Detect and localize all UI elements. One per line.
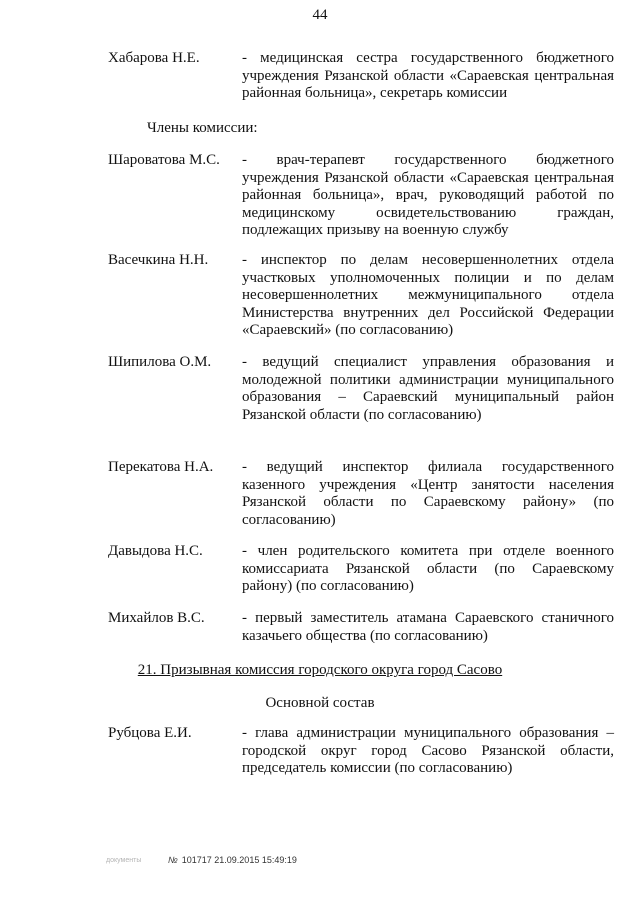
registration-stamp: 101717 21.09.2015 15:49:19: [181, 855, 297, 865]
page-number: 44: [312, 7, 328, 23]
member-description: - медицинская сестра государственного бюджетного учреждения Рязанской области «Сараевская центральная районная больница», секретарь комиссии: [242, 50, 614, 101]
member-description: - врач-терапевт государственного бюджетного учреждения Рязанской области «Сараевская центральная районная больница», врач, руководящий работой по медицинскому освидетельствованию граждан, подлежащих призыву на военную службу: [242, 152, 614, 238]
member-description: - первый заместитель атамана Сараевского станичного казачьего общества (по согласованию): [242, 610, 614, 644]
footer-faint-text: документы: [106, 856, 142, 864]
composition-subheading: Основной состав: [265, 695, 375, 711]
section-heading: 21. Призывная комиссия городского округа город Сасово: [137, 662, 503, 678]
chair-entry: [108, 725, 614, 778]
member-name: Рубцова Е.И.: [108, 725, 192, 741]
secretary-entry: [108, 50, 614, 103]
member-entry: [108, 610, 614, 645]
member-description: - член родительского комитета при отделе военного комиссариата Рязанской области (по Сараевскому району) (по согласованию): [242, 543, 614, 594]
member-name: Васечкина Н.Н.: [108, 252, 209, 268]
member-name: Михайлов В.С.: [108, 610, 205, 626]
member-name: Шипилова О.М.: [108, 354, 212, 370]
member-entry: [108, 152, 614, 240]
document-footer: [106, 855, 297, 865]
member-description: - глава администрации муниципального образования – городской округ город Сасово Рязанской области, председатель комиссии (по согласованию): [242, 725, 614, 776]
member-description: - ведущий инспектор филиала государственного казенного учреждения «Центр занятости населения Рязанской области по Сараевскому району» (по согласованию): [242, 459, 614, 528]
member-name: Перекатова Н.А.: [108, 459, 214, 475]
member-entry: [108, 354, 614, 424]
member-entry: [108, 459, 614, 529]
member-entry: [108, 543, 614, 596]
member-name: Шароватова М.С.: [108, 152, 220, 168]
member-name: Хабарова Н.Е.: [108, 50, 200, 66]
member-description: - инспектор по делам несовершеннолетних отдела участковых уполномоченных полиции и по делам несовершеннолетних межмуниципального отдела Министерства внутренних дел Российской Федерации «Сараевский» (по согласованию): [242, 252, 614, 338]
member-entry: [108, 252, 614, 340]
member-description: - ведущий специалист управления образования и молодежной политики администрации муниципального образования – Сараевский муниципальный район Рязанской области (по согласованию): [242, 354, 614, 423]
number-sign: №: [168, 855, 178, 865]
member-name: Давыдова Н.С.: [108, 543, 203, 559]
members-label: Члены комиссии:: [147, 120, 258, 136]
